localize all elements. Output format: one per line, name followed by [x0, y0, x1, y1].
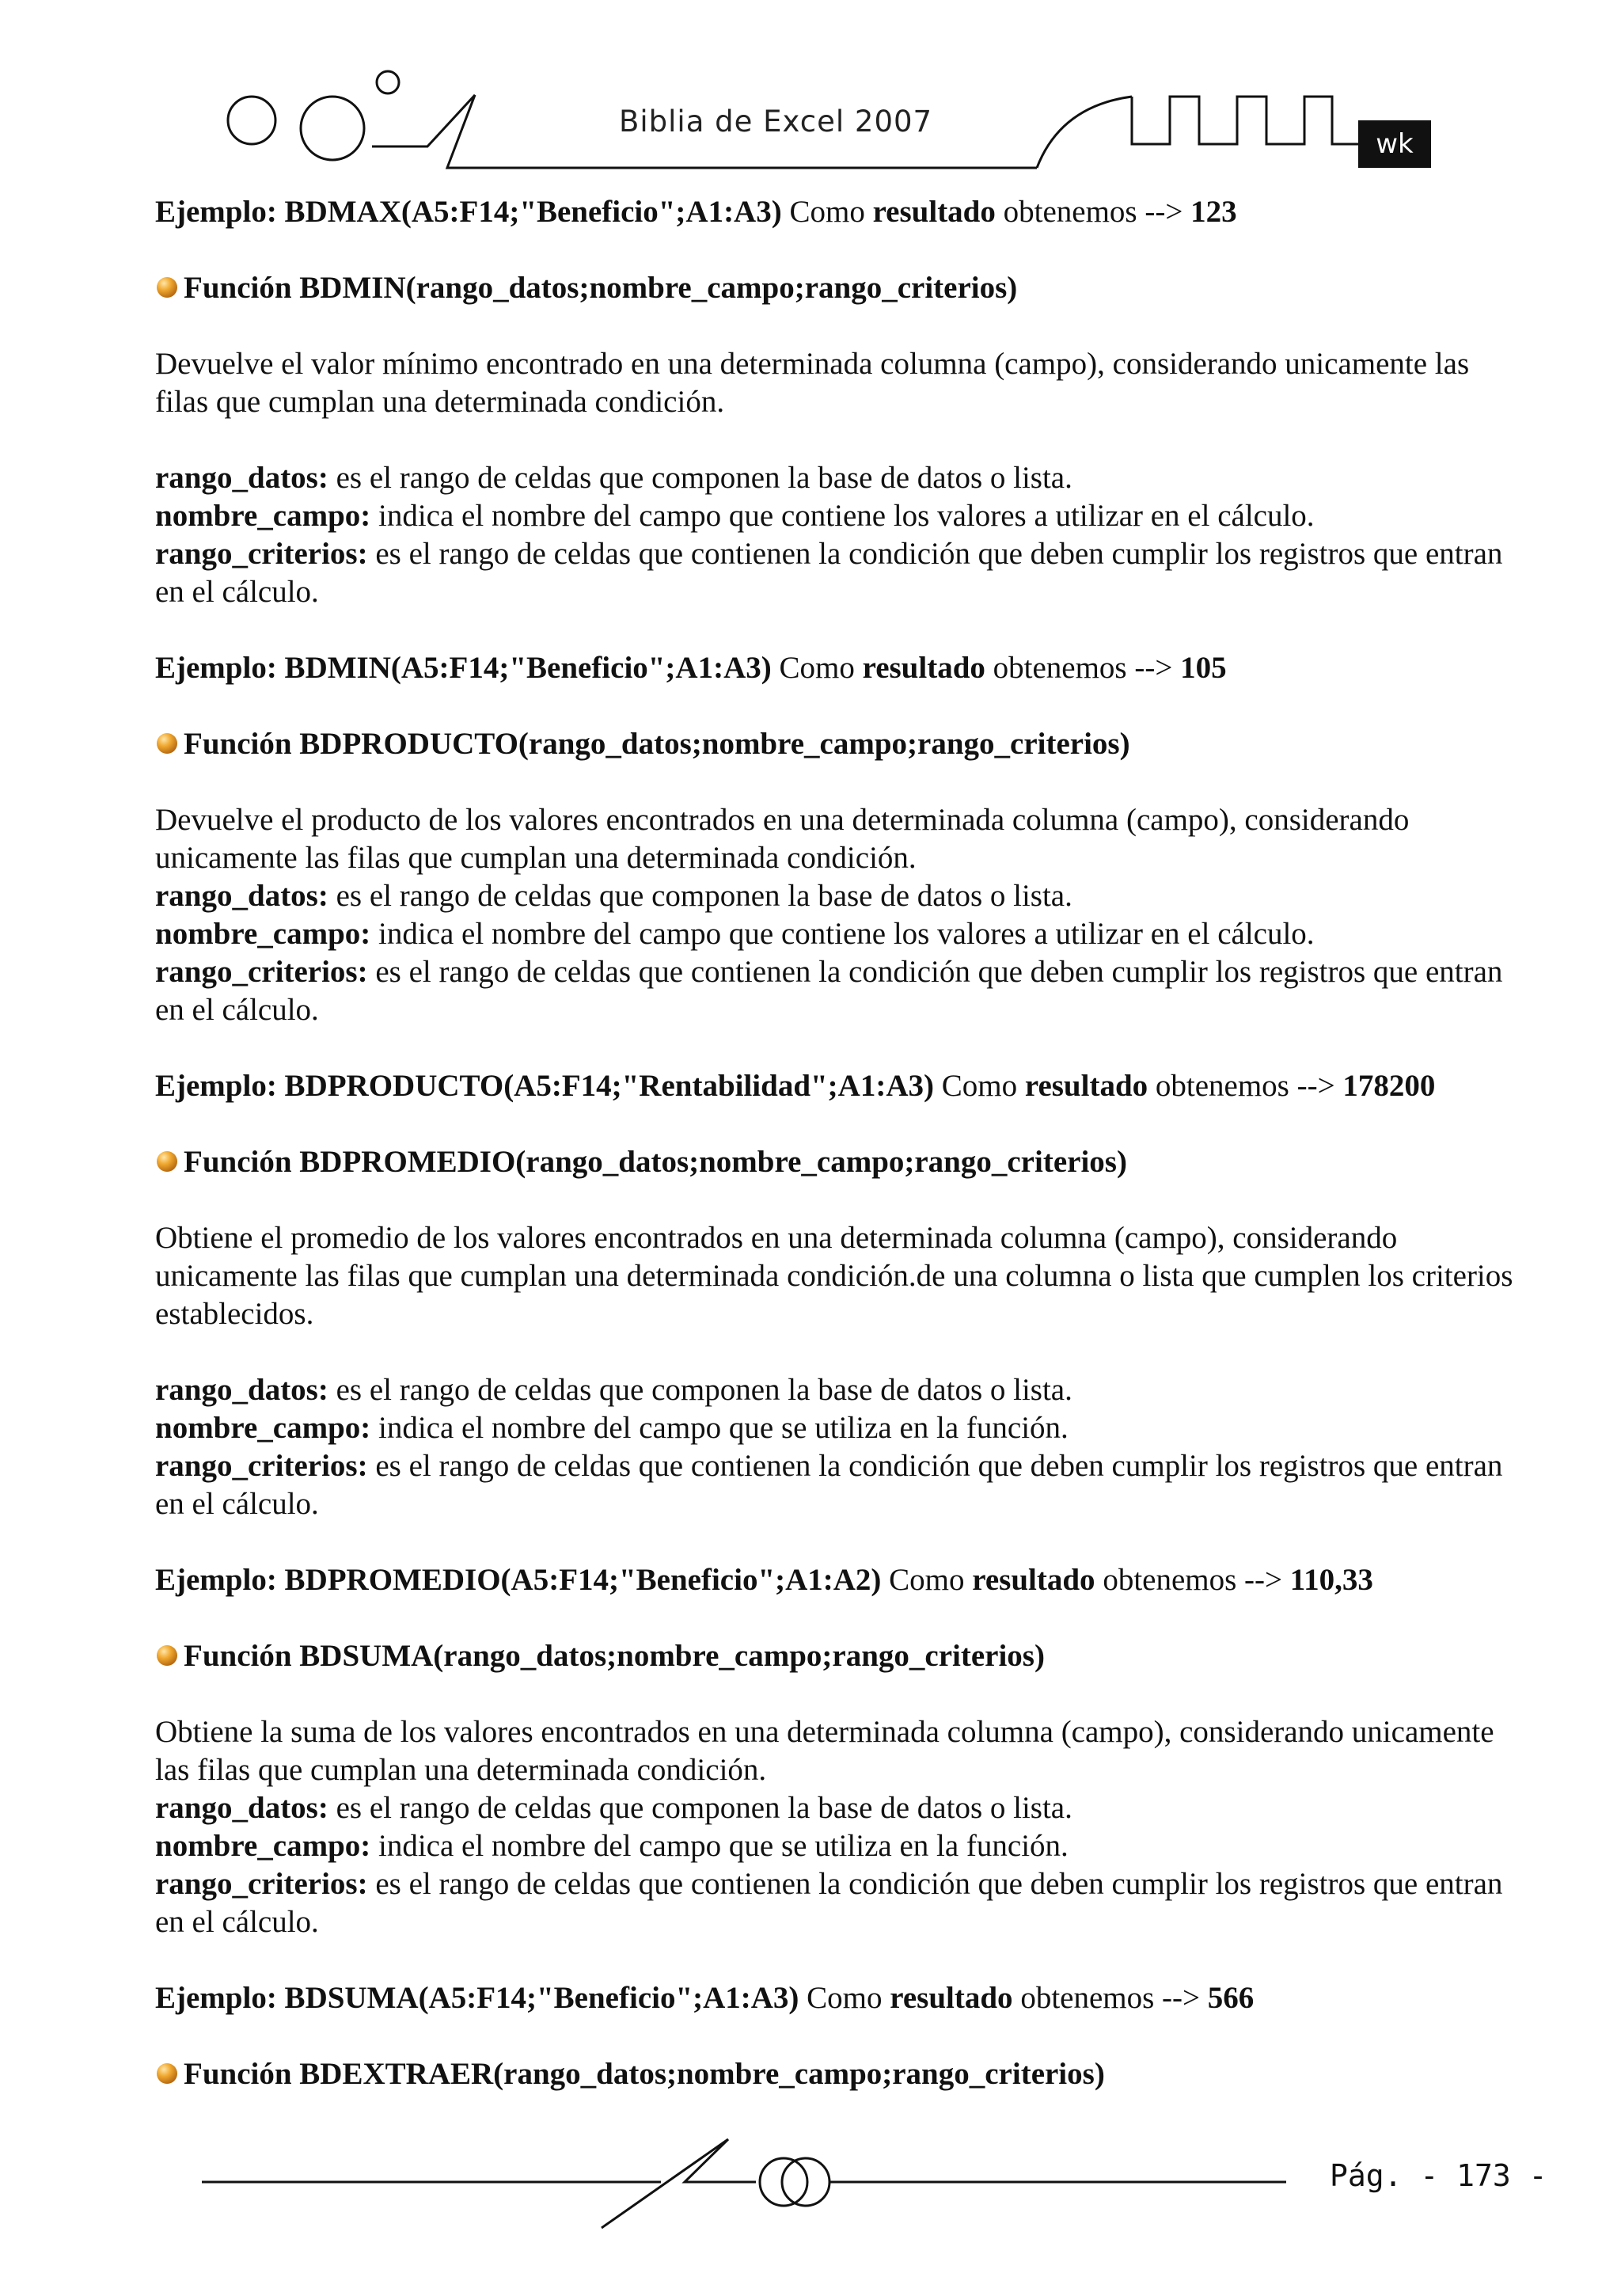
function-heading	[155, 2055, 1517, 2093]
example-text: Como	[799, 1981, 890, 2015]
bullet-icon	[157, 733, 177, 754]
parameter-line	[155, 535, 1517, 611]
parameter-description: es el rango de celdas que componen la base de datos o lista.	[328, 879, 1072, 913]
parameter-description: es el rango de celdas que componen la base de datos o lista.	[328, 461, 1072, 495]
paragraph-gap	[155, 1941, 1517, 1979]
example-line	[155, 193, 1517, 231]
example-text: Como	[771, 651, 863, 685]
paragraph-gap	[155, 1105, 1517, 1143]
function-heading-text: Función BDPROMEDIO(rango_datos;nombre_campo;rango_criterios)	[184, 1145, 1127, 1179]
description-paragraph: Obtiene el promedio de los valores encontrados en una determinada columna (campo), considerando unicamente las filas que cumplan una determinada condición.de una columna o lista que cumplen los criterios establecidos.	[155, 1221, 1513, 1331]
paragraph-gap	[155, 611, 1517, 649]
parameter-name: rango_datos:	[155, 1373, 328, 1407]
example-result-label: resultado	[1024, 1069, 1148, 1103]
example-result-value: 178200	[1342, 1069, 1436, 1103]
example-line	[155, 649, 1517, 687]
example-formula: Ejemplo: BDPRODUCTO(A5:F14;"Rentabilidad";A1:A3)	[155, 1069, 934, 1103]
paragraph-gap	[155, 1599, 1517, 1637]
example-text: obtenemos -->	[985, 651, 1181, 685]
function-heading	[155, 725, 1517, 763]
example-line	[155, 1561, 1517, 1599]
parameter-line	[155, 877, 1517, 915]
example-formula: Ejemplo: BDPROMEDIO(A5:F14;"Beneficio";A1:A2)	[155, 1563, 882, 1597]
parameter-name: nombre_campo:	[155, 1411, 371, 1445]
parameter-line	[155, 953, 1517, 1029]
parameter-description: es el rango de celdas que componen la base de datos o lista.	[328, 1373, 1072, 1407]
example-line	[155, 1979, 1517, 2017]
parameter-line	[155, 459, 1517, 497]
parameter-name: rango_criterios:	[155, 1449, 368, 1483]
parameter-name: rango_criterios:	[155, 537, 368, 571]
parameter-line	[155, 1827, 1517, 1865]
parameter-description: indica el nombre del campo que contiene los valores a utilizar en el cálculo.	[370, 917, 1315, 951]
function-heading-text: Función BDEXTRAER(rango_datos;nombre_campo;rango_criterios)	[184, 2057, 1105, 2091]
example-text: obtenemos -->	[1095, 1563, 1290, 1597]
paragraph-gap	[155, 1675, 1517, 1713]
parameter-line	[155, 1865, 1517, 1941]
paragraph-gap	[155, 1523, 1517, 1561]
example-text: Como	[933, 1069, 1025, 1103]
parameter-name: rango_datos:	[155, 879, 328, 913]
function-heading	[155, 269, 1517, 307]
wk-logo: wk	[1358, 120, 1431, 168]
parameter-description: es el rango de celdas que contienen la condición que deben cumplir los registros que entran en el cálculo.	[155, 1449, 1503, 1521]
paragraph-gap	[155, 2017, 1517, 2055]
example-text: obtenemos -->	[1148, 1069, 1343, 1103]
function-heading-text: Función BDPRODUCTO(rango_datos;nombre_campo;rango_criterios)	[184, 727, 1130, 761]
header-title: Biblia de Excel 2007	[619, 105, 933, 139]
example-text: Como	[881, 1563, 973, 1597]
parameter-name: rango_datos:	[155, 461, 328, 495]
parameter-name: nombre_campo:	[155, 1829, 371, 1863]
parameter-description: indica el nombre del campo que se utiliza en la función.	[370, 1829, 1069, 1863]
function-heading	[155, 1143, 1517, 1181]
parameter-description: indica el nombre del campo que se utiliza en la función.	[370, 1411, 1069, 1445]
example-result-label: resultado	[872, 195, 996, 229]
parameter-name: rango_criterios:	[155, 1867, 368, 1901]
parameter-name: nombre_campo:	[155, 917, 371, 951]
parameter-line	[155, 1447, 1517, 1523]
paragraph-gap	[155, 1181, 1517, 1219]
example-line	[155, 1067, 1517, 1105]
paragraph-gap	[155, 763, 1517, 801]
parameter-line	[155, 915, 1517, 953]
description-paragraph: Obtiene la suma de los valores encontrados en una determinada columna (campo), considerando unicamente las filas que cumplan una determinada condición.	[155, 1715, 1494, 1787]
parameter-description: es el rango de celdas que contienen la condición que deben cumplir los registros que entran en el cálculo.	[155, 955, 1503, 1027]
function-heading	[155, 1637, 1517, 1675]
page-number: Pág. - 173 -	[1330, 2158, 1547, 2193]
parameter-name: rango_datos:	[155, 1791, 328, 1825]
bullet-icon	[157, 2063, 177, 2084]
paragraph-gap	[155, 421, 1517, 459]
example-formula: Ejemplo: BDSUMA(A5:F14;"Beneficio";A1:A3)	[155, 1981, 799, 2015]
example-text: obtenemos -->	[995, 195, 1191, 229]
parameter-line	[155, 1789, 1517, 1827]
bullet-icon	[157, 1645, 177, 1666]
parameter-name: rango_criterios:	[155, 955, 368, 989]
parameter-line	[155, 1371, 1517, 1409]
example-result-value: 110,33	[1289, 1563, 1373, 1597]
example-result-value: 566	[1207, 1981, 1255, 2015]
example-result-value: 123	[1190, 195, 1237, 229]
paragraph-gap	[155, 231, 1517, 269]
parameter-description: es el rango de celdas que contienen la condición que deben cumplir los registros que entran en el cálculo.	[155, 537, 1503, 609]
example-formula: Ejemplo: BDMIN(A5:F14;"Beneficio";A1:A3)	[155, 651, 772, 685]
bullet-icon	[157, 1151, 177, 1172]
example-text: obtenemos -->	[1012, 1981, 1208, 2015]
paragraph-gap	[155, 1029, 1517, 1067]
document-body	[155, 193, 1517, 2093]
function-heading-text: Función BDSUMA(rango_datos;nombre_campo;rango_criterios)	[184, 1639, 1045, 1673]
paragraph-gap	[155, 687, 1517, 725]
example-result-value: 105	[1180, 651, 1227, 685]
parameter-description: es el rango de celdas que contienen la condición que deben cumplir los registros que entran en el cálculo.	[155, 1867, 1503, 1939]
parameter-line	[155, 497, 1517, 535]
parameter-description: indica el nombre del campo que contiene los valores a utilizar en el cálculo.	[370, 499, 1315, 533]
paragraph-gap	[155, 1333, 1517, 1371]
example-result-label: resultado	[862, 651, 985, 685]
example-formula: Ejemplo: BDMAX(A5:F14;"Beneficio";A1:A3)	[155, 195, 782, 229]
paragraph-gap	[155, 307, 1517, 345]
example-result-label: resultado	[890, 1981, 1013, 2015]
description-paragraph: Devuelve el producto de los valores encontrados en una determinada columna (campo), considerando unicamente las filas que cumplan una determinada condición.	[155, 803, 1410, 875]
function-heading-text: Función BDMIN(rango_datos;nombre_campo;rango_criterios)	[184, 271, 1018, 305]
parameter-name: nombre_campo:	[155, 499, 371, 533]
parameter-line	[155, 1409, 1517, 1447]
parameter-description: es el rango de celdas que componen la base de datos o lista.	[328, 1791, 1072, 1825]
bullet-icon	[157, 277, 177, 298]
description-paragraph: Devuelve el valor mínimo encontrado en una determinada columna (campo), considerando unicamente las filas que cumplan una determinada condición.	[155, 347, 1470, 419]
example-text: Como	[781, 195, 873, 229]
example-result-label: resultado	[972, 1563, 1095, 1597]
